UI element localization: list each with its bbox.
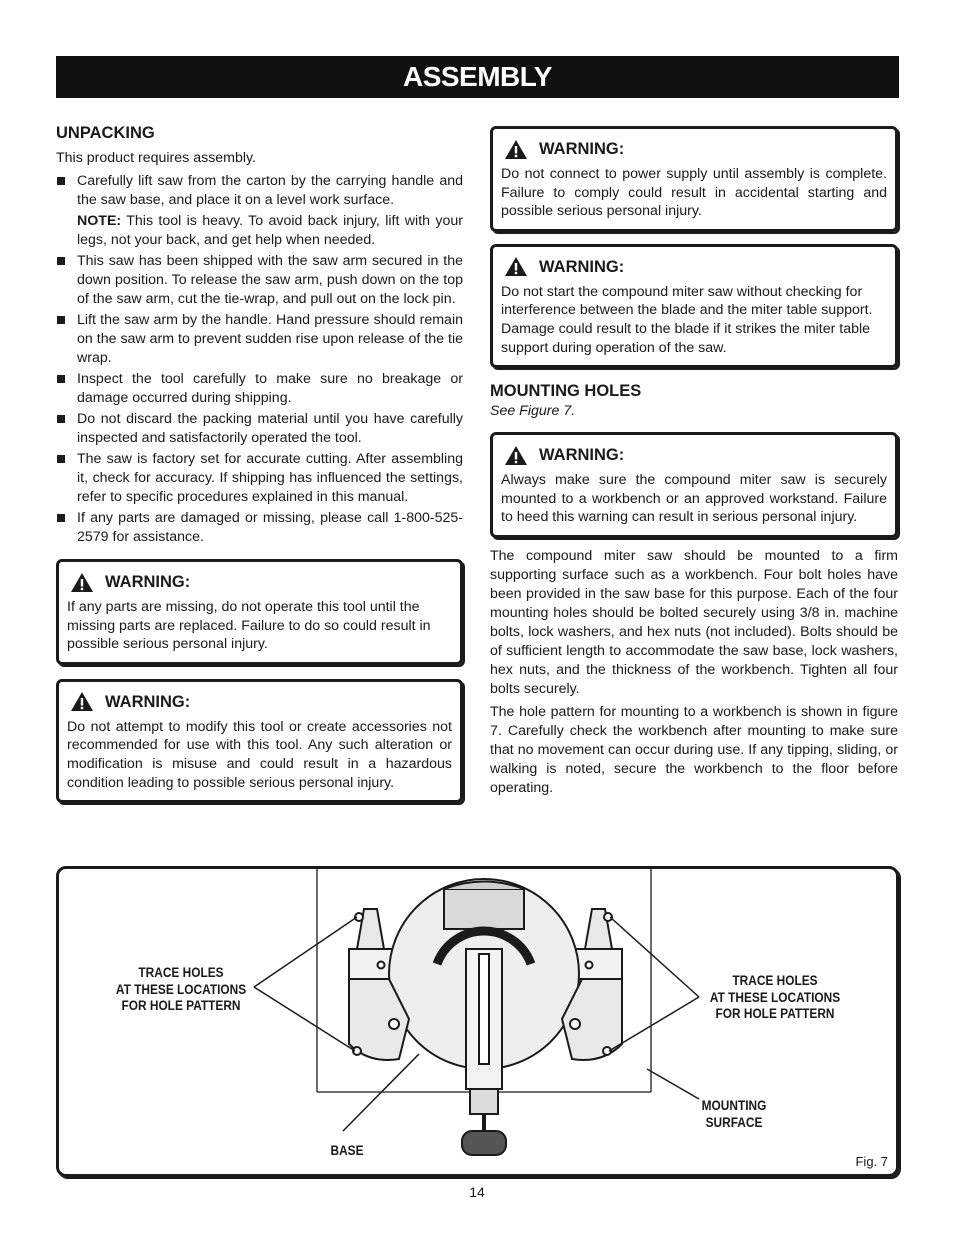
- figure-caption: Fig. 7: [855, 1154, 888, 1169]
- warning-title: WARNING:: [539, 140, 625, 158]
- note: NOTE: This tool is heavy. To avoid back injury, lift with your legs, not your back, and get help when needed.: [77, 213, 463, 248]
- bullet-icon: [57, 177, 65, 185]
- warning-triangle-icon: [504, 139, 528, 160]
- warning-box-modify: [56, 679, 463, 803]
- mounting-paragraph-1: The compound miter saw should be mounted to a firm supporting surface such as a workbench. Four bolt holes have been provided in the saw base for this purpose. Each of the four mounting holes should be bolted securely using 3/8 in. machine bolts, lock washers, and hex nuts (not included). Bolts should be of sufficient length to accommodate the saw base, lock washers, hex nuts, and the thickness of the workbench. Tighten all four bolts securely.: [490, 547, 898, 697]
- bullet-icon: [57, 455, 65, 463]
- warning-text: Always make sure the compound miter saw is securely mounted to a workbench or an approved workstand. Failure to heed this warning can result in serious personal injury.: [501, 472, 887, 526]
- unpacking-list: [56, 172, 463, 547]
- page-title: ASSEMBLY: [56, 56, 899, 98]
- list-item: If any parts are damaged or missing, please call 1-800-525-2579 for assistance.: [56, 509, 463, 547]
- warning-text: Do not start the compound miter saw without checking for interference between the blade and the miter table support. Damage could result to the blade if it strikes the miter table support during operation of the saw.: [501, 283, 873, 356]
- list-item: This saw has been shipped with the saw arm secured in the down position. To release the saw arm, push down on the top of the saw arm, cut the tie-wrap, and pull out on the lock pin.: [56, 252, 463, 309]
- warning-title: WARNING:: [539, 257, 625, 276]
- warning-text: Do not attempt to modify this tool or create accessories not recommended for use with this tool. Any such alteration or modification is misuse and could result in a hazardous condition leading to possible serious personal injury.: [67, 718, 452, 791]
- warning-triangle-icon: [504, 445, 528, 466]
- list-item: The saw is factory set for accurate cutting. After assembling it, check for accuracy. If shipping has influenced the settings, refer to specific procedures explained in this manual.: [56, 450, 463, 507]
- bullet-icon: [57, 257, 65, 265]
- warning-box-secure: [490, 432, 898, 538]
- figure-7: [56, 866, 899, 1177]
- unpacking-heading: UNPACKING: [56, 124, 155, 142]
- warning-text: If any parts are missing, do not operate this tool until the missing parts are replaced. Failure to do so could result in possible serious personal injury.: [67, 599, 431, 653]
- see-figure: See Figure 7.: [490, 403, 576, 420]
- left-column: [56, 122, 463, 803]
- warning-title: WARNING:: [539, 446, 625, 465]
- label-trace-holes-right: TRACE HOLES AT THESE LOCATIONS FOR HOLE PATTERN: [709, 973, 841, 1021]
- label-mounting-surface: MOUNTING SURFACE: [701, 1098, 767, 1130]
- right-column: [490, 126, 898, 798]
- warning-box-interference: [490, 244, 898, 368]
- page-number: 14: [469, 1184, 485, 1200]
- list-item: Lift the saw arm by the handle. Hand pressure should remain on the saw arm to prevent sudden rise upon release of the tie wrap.: [56, 311, 463, 368]
- bullet-icon: [57, 375, 65, 383]
- bullet-icon: [57, 514, 65, 522]
- list-item: Inspect the tool carefully to make sure no breakage or damage occurred during shipping.: [56, 370, 463, 408]
- list-item: Do not discard the packing material until you have carefully inspected and satisfactorily operated the tool.: [56, 410, 463, 448]
- warning-title: WARNING:: [105, 692, 191, 711]
- unpacking-intro: This product requires assembly.: [56, 150, 257, 166]
- mounting-paragraph-2: The hole pattern for mounting to a workbench is shown in figure 7. Carefully check the workbench after mounting to make sure that no movement can occur during use. If any tipping, sliding, or walking is noted, secure the workbench to the floor before operating.: [490, 703, 898, 796]
- warning-box-missing-parts: [56, 559, 463, 665]
- bullet-icon: [57, 316, 65, 324]
- label-base: BASE: [330, 1143, 364, 1158]
- label-trace-holes-left: TRACE HOLES AT THESE LOCATIONS FOR HOLE PATTERN: [115, 965, 247, 1013]
- warning-triangle-icon: [70, 691, 94, 712]
- bullet-icon: [57, 415, 65, 423]
- list-item: Carefully lift saw from the carton by the carrying handle and the saw base, and place it on a level work surface. NOTE: This tool is heavy. To avoid back injury, lift with your legs, not your back, and get help when needed.: [56, 172, 463, 250]
- mounting-heading: MOUNTING HOLES: [490, 382, 642, 401]
- warning-triangle-icon: [70, 572, 94, 593]
- warning-triangle-icon: [504, 256, 528, 277]
- warning-title: WARNING:: [105, 573, 191, 591]
- warning-text: Do not connect to power supply until assembly is complete. Failure to comply could result in accidental starting and possible serious personal injury.: [501, 166, 887, 220]
- warning-box-power: [490, 126, 898, 232]
